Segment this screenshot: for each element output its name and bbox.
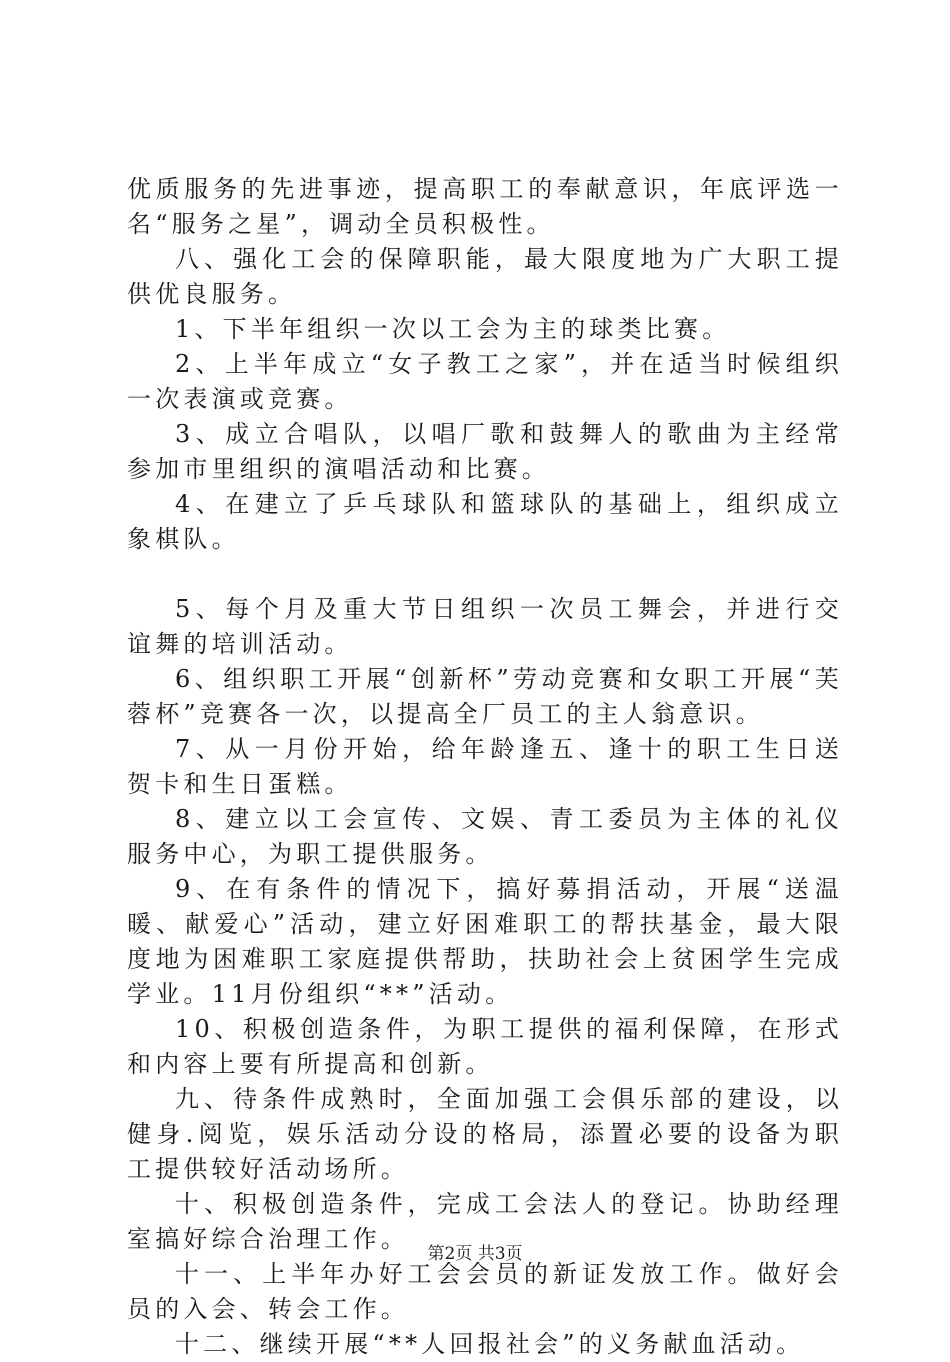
paragraph-section-8: 八、强化工会的保障职能，最大限度地为广大职工提供优良服务。: [127, 245, 843, 308]
paragraph-item-10: 10、积极创造条件，为职工提供的福利保障，在形式和内容上要有所提高和创新。: [127, 1015, 843, 1078]
paragraph-item-8: 8、建立以工会宣传、文娱、青工委员为主体的礼仪服务中心，为职工提供服务。: [127, 805, 843, 868]
paragraph-section-9: 九、待条件成熟时，全面加强工会俱乐部的建设，以健身.阅览，娱乐活动分设的格局，添置必要的设备为职工提供较好活动场所。: [127, 1085, 843, 1183]
paragraph-item-7: 7、从一月份开始，给年龄逢五、逢十的职工生日送贺卡和生日蛋糕。: [127, 735, 843, 798]
paragraph-item-2: 2、上半年成立“女子教工之家”，并在适当时候组织一次表演或竞赛。: [127, 350, 843, 413]
document-body: [127, 172, 843, 1362]
paragraph-section-10: 十、积极创造条件，完成工会法人的登记。协助经理室搞好综合治理工作。: [127, 1190, 843, 1253]
paragraph-item-9: 9、在有条件的情况下，搞好募捐活动，开展“送温暖、献爱心”活动，建立好困难职工的帮扶基金，最大限度地为困难职工家庭提供帮助，扶助社会上贫困学生完成学业。11月份组织“**”活动。: [127, 875, 843, 1008]
paragraph-item-5: 5、每个月及重大节日组织一次员工舞会，并进行交谊舞的培训活动。: [127, 595, 843, 658]
page-footer: [0, 1243, 950, 1265]
paragraph-section-11: 十一、上半年办好工会会员的新证发放工作。做好会员的入会、转会工作。: [127, 1260, 843, 1323]
paragraph-item-4: 4、在建立了乒乓球队和篮球队的基础上，组织成立象棋队。: [127, 490, 843, 553]
paragraph-continuation: 优质服务的先进事迹，提高职工的奉献意识，年底评选一名“服务之星”，调动全员积极性。: [127, 175, 843, 238]
paragraph-item-3: 3、成立合唱队，以唱厂歌和鼓舞人的歌曲为主经常参加市里组织的演唱活动和比赛。: [127, 420, 843, 483]
paragraph-item-6: 6、组织职工开展“创新杯”劳动竞赛和女职工开展“芙蓉杯”竞赛各一次，以提高全厂员工的主人翁意识。: [127, 665, 843, 728]
paragraph-section-12: 十二、继续开展“**人回报社会”的义务献血活动。: [175, 1330, 805, 1358]
paragraph-item-1: 1、下半年组织一次以工会为主的球类比赛。: [175, 315, 731, 343]
page-number-label: 第2页 共3页: [427, 1244, 523, 1264]
